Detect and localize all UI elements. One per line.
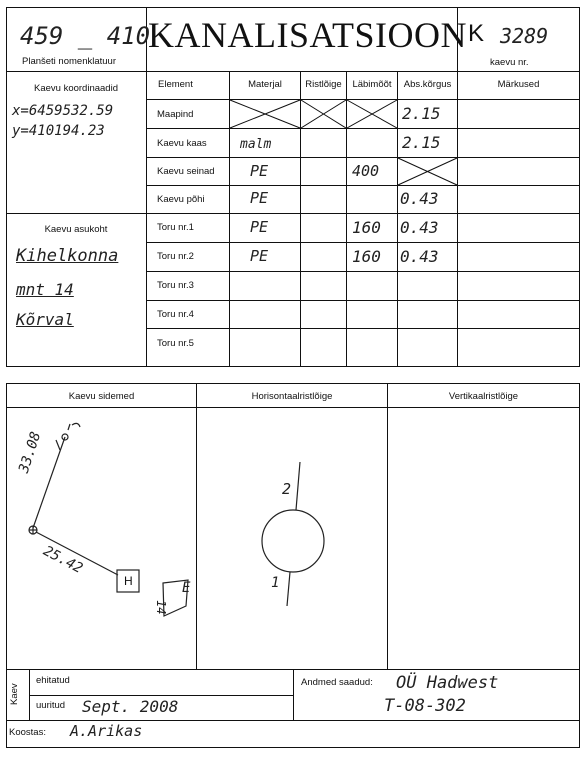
data-from-value: OÜ Hadwest: [396, 673, 499, 693]
box-h-label: H: [124, 574, 133, 588]
sheet-label: Planšeti nomenklatuur: [22, 56, 116, 67]
kaev-label: Kaev: [9, 683, 20, 705]
link-distance-upper: 33.08: [16, 429, 45, 475]
row-elevation: 2.15: [402, 133, 441, 152]
location-label: Kaevu asukoht: [44, 224, 108, 235]
author-value: A.Arikas: [70, 722, 143, 740]
sketch-header-horizontal: Horisontaalristlõige: [251, 391, 333, 402]
location-line-1: Kihelkonna: [16, 246, 119, 266]
box-e-number: 14: [154, 600, 168, 615]
surveyed-value: Sept. 2008: [82, 697, 179, 716]
row-element: Toru nr.3: [157, 280, 194, 291]
coord-y: y=410194.23: [12, 123, 105, 139]
location-line-2: mnt 14: [16, 280, 74, 299]
row-diameter: 160: [352, 247, 381, 266]
row-elevation: 0.43: [400, 247, 439, 266]
col-header-material: Materjal: [248, 79, 282, 90]
link-distance-lower: 25.42: [40, 543, 86, 577]
row-element: Kaevu kaas: [157, 138, 207, 149]
col-header-elevation: Abs.kõrgus: [403, 79, 452, 90]
coordinates-label: Kaevu koordinaadid: [34, 83, 118, 94]
well-link-sketch: [29, 423, 191, 616]
row-element: Toru nr.4: [157, 309, 194, 320]
row-material: PE: [250, 162, 269, 180]
row-element: Kaevu põhi: [157, 194, 205, 205]
coord-x: x=6459532.59: [12, 103, 114, 119]
row-element: Toru nr.1: [157, 222, 194, 233]
data-from-code: T-08-302: [384, 696, 466, 716]
row-element: Toru nr.5: [157, 338, 194, 349]
sheet-number: 459 _ 410: [20, 22, 151, 50]
pipe-label-bottom: 1: [271, 575, 280, 591]
row-element: Kaevu seinad: [157, 166, 215, 177]
row-element: Maapind: [157, 109, 194, 120]
well-prefix: K: [468, 20, 485, 47]
col-header-diameter: Läbimõõt: [352, 79, 392, 90]
pipe-label-top: 2: [282, 480, 292, 498]
built-label: ehitatud: [36, 675, 70, 686]
row-material: PE: [250, 189, 269, 207]
author-label: Koostas:: [9, 727, 46, 738]
col-header-notes: Märkused: [497, 79, 540, 90]
row-elevation: 0.43: [400, 218, 439, 237]
col-header-section: Ristlõige: [305, 79, 342, 90]
location-line-3: Kõrval: [16, 310, 74, 329]
row-diameter: 160: [352, 218, 381, 237]
row-elevation: 2.15: [402, 104, 441, 123]
row-material: malm: [240, 137, 272, 152]
sketch-header-links: Kaevu sidemed: [68, 391, 135, 402]
row-element: Toru nr.2: [157, 251, 194, 262]
surveyed-label: uuritud: [36, 700, 66, 711]
form-title: KANALISATSIOON: [148, 15, 467, 55]
row-elevation: 0.43: [400, 189, 439, 208]
sketch-header-vertical: Vertikaalristlõige: [448, 391, 519, 402]
row-diameter: 400: [352, 162, 380, 180]
box-e-label: E: [182, 580, 191, 596]
col-header-element: Element: [158, 79, 193, 90]
well-label: kaevu nr.: [490, 57, 529, 68]
data-from-label: Andmed saadud:: [301, 677, 373, 688]
row-material: PE: [250, 218, 269, 236]
well-number: 3289: [500, 24, 549, 48]
row-material: PE: [250, 247, 269, 265]
